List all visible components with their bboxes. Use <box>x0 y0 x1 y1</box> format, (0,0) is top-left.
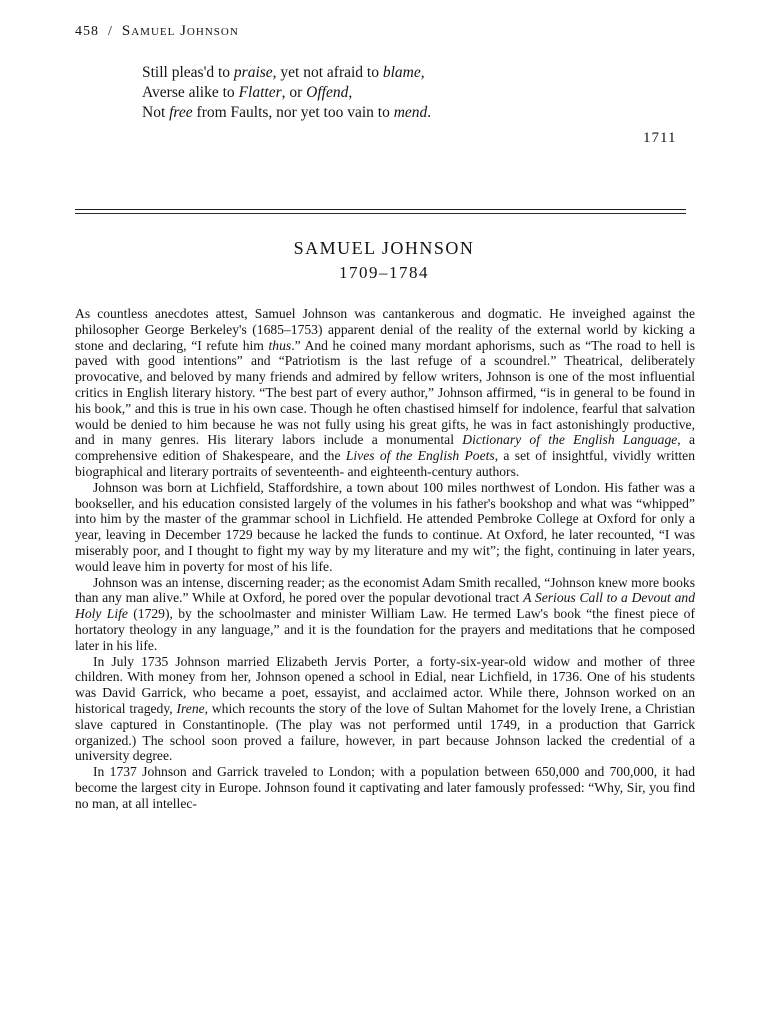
text-run: . <box>427 104 432 121</box>
text-run: Johnson was born at Lichfield, Staffordshire, a town about 100 miles northwest of London. His father was a bookseller, and his education consisted largely of the volumes in his father's bookshop and what was “whipped” into him by the master of the grammar school in Lichfield. He attended Pembroke College at Oxford for only a year, leaving in December 1729 because he lacked the funds to continue. At Oxford, he later recounted, “I was miserably poor, and I thought to fight my way by my literature and my wit”; the fight, continuing in later years, would leave him in poverty for most of his life. <box>75 479 695 574</box>
italic-run: Offend <box>306 84 349 101</box>
text-run: , yet not afraid to <box>272 64 383 81</box>
italic-run: free <box>169 104 193 121</box>
text-run: .” And he coined many mordant aphorisms, such as “The road to hell is paved with good intentions” and “Patriotism is the last refuge of a scoundrel.” Theatrical, deliberately provocative, and beloved by many friends and admired by fellow writers, Johnson is one of the most influential critics in English literary history. “The best part of every author,” Johnson affirmed, “is in general to be found in his book,” and this is true in his own case. Though he often chastised himself for indolence, fearful that salvation would be denied to him because he was not fully using his great gifts, he was in fact astonishingly productive, and in many genres. His literary labors include a monumental <box>75 337 695 448</box>
section-divider-lower <box>75 213 686 214</box>
text-run: , a set of insightful, vividly written biographical and literary portraits of seventeenth- and eighteenth-century authors. <box>75 448 695 479</box>
page-number: 458 <box>75 24 99 39</box>
text-run: , or <box>281 84 307 101</box>
italic-run: blame <box>382 64 421 81</box>
verse-quotation <box>142 63 431 123</box>
italic-run: Irene <box>176 700 205 716</box>
running-header <box>75 23 239 40</box>
italic-run: praise <box>233 64 273 81</box>
section-divider <box>75 209 686 210</box>
paragraph <box>75 575 695 654</box>
verse-line <box>142 63 431 83</box>
paragraph <box>75 306 695 480</box>
section-dates: 1709–1784 <box>339 263 429 282</box>
text-run: (1729), by the schoolmaster and minister William Law. He termed Law's book “the finest piece of hortatory theology in any language,” and it is the foundation for the prayers and meditations that he composed later in his life. <box>75 606 695 653</box>
biography-text <box>75 306 695 812</box>
paragraph <box>75 480 695 575</box>
text-run: from Faults, nor yet too vain to <box>192 104 394 121</box>
text-run: , which recounts the story of the love of Sultan Mahomet for the lovely Irene, a Christian slave captured in Constantinople. (The play was not performed until 1749, in a production that Garrick organized.) The school soon proved a failure, however, in part because Johnson lacked the credential of a university degree. <box>75 700 695 764</box>
paragraph <box>75 654 695 765</box>
text-run: , a comprehensive edition of Shakespeare, and the <box>75 432 695 464</box>
italic-run: mend <box>393 104 428 121</box>
text-run: Still pleas'd to <box>142 64 234 81</box>
section-title: SAMUEL JOHNSON <box>293 238 475 258</box>
text-run: Johnson was an intense, discerning reader; as the economist Adam Smith recalled, “Johnson knew more books than any man alive.” While at Oxford, he pored over the popular devotional tract <box>75 574 695 606</box>
italic-run: Dictionary of the English Language <box>462 432 678 448</box>
text-run: , <box>420 64 425 81</box>
header-separator: / <box>108 24 113 39</box>
verse-line <box>142 103 431 123</box>
running-title: Samuel Johnson <box>121 23 239 39</box>
text-run: In July 1735 Johnson married Elizabeth Jervis Porter, a forty-six-year-old widow and mother of three children. With money from her, Johnson opened a school in Edial, near Lichfield, in 1736. One of his students was David Garrick, who became a poet, essayist, and acclaimed actor. While there, Johnson worked on an historical tragedy, <box>75 653 695 716</box>
text-run: Not <box>142 104 170 121</box>
verse-year: 1711 <box>643 130 677 146</box>
italic-run: Flatter <box>238 84 282 101</box>
italic-run: A Serious Call to a Devout and Holy Life <box>75 590 695 622</box>
text-run: Averse alike to <box>142 84 239 101</box>
italic-run: thus <box>268 337 292 353</box>
verse-line <box>142 83 431 103</box>
paragraph <box>75 764 695 811</box>
text-run: In 1737 Johnson and Garrick traveled to London; with a population between 650,000 and 700,000, it had become the largest city in Europe. Johnson found it captivating and later famously professed: “Why, Sir, you find no man, at all intellec- <box>75 764 695 811</box>
text-run: As countless anecdotes attest, Samuel Johnson was cantankerous and dogmatic. He inveighed against the philosopher George Berkeley's (1685–1753) apparent denial of the reality of the external world by kicking a stone and declaring, “I refute him <box>75 306 695 353</box>
text-run: , <box>348 84 353 101</box>
italic-run: Lives of the English Poets <box>345 448 495 464</box>
